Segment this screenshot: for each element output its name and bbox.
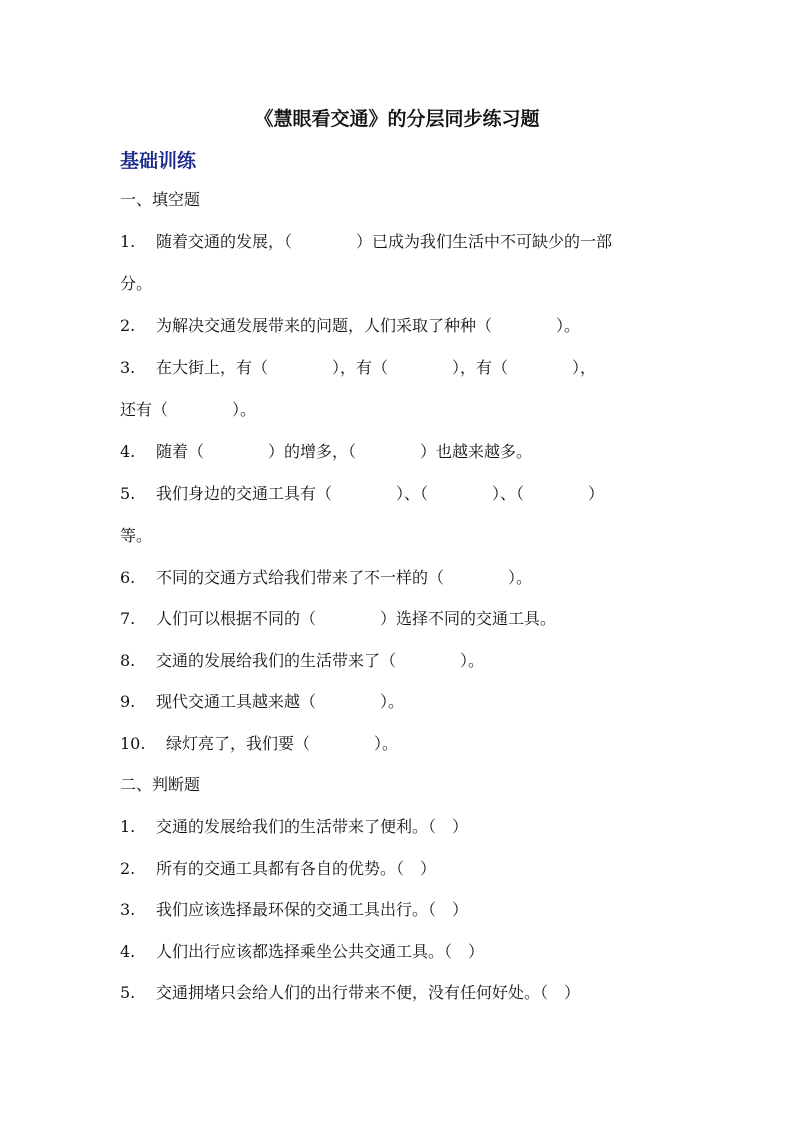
fill-blank-item-9 — [120, 690, 404, 714]
fill-blank-item-3-continued: 还有（ ）。 — [120, 400, 257, 419]
question-text: 在大街上，有（ ），有（ ），有（ ）， — [156, 358, 597, 377]
fill-blank-item-5-continued: 等。 — [120, 526, 153, 545]
fill-blank-item-6 — [120, 566, 532, 590]
question-number: 4. — [120, 442, 136, 461]
fill-blank-item-4 — [120, 440, 532, 464]
question-number: 10. — [120, 734, 146, 753]
question-number: 2. — [120, 859, 136, 878]
question-text: 绿灯亮了，我们要（ ）。 — [166, 734, 399, 753]
question-text: 交通的发展给我们的生活带来了便利。（ ） — [156, 817, 469, 836]
fill-blank-item-7 — [120, 607, 556, 631]
question-text: 不同的交通方式给我们带来了不一样的（ ）。 — [156, 568, 533, 587]
question-text: 现代交通工具越来越（ ）。 — [156, 692, 405, 711]
section-heading: 基础训练 — [120, 150, 197, 172]
question-number: 3. — [120, 358, 136, 377]
true-false-item-5 — [120, 981, 580, 1005]
question-number: 3. — [120, 900, 136, 919]
document-title: 《慧眼看交通》的分层同步练习题 — [254, 108, 540, 130]
question-number: 8. — [120, 651, 136, 670]
question-text: 随着（ ）的增多，（ ）也越来越多。 — [156, 442, 533, 461]
question-number: 5. — [120, 983, 136, 1002]
fill-blank-item-10 — [120, 732, 398, 756]
true-false-item-1 — [120, 815, 468, 839]
question-text: 为解决交通发展带来的问题，人们采取了种种（ ）。 — [156, 316, 581, 335]
question-number: 1. — [120, 817, 136, 836]
question-text: 交通拥堵只会给人们的出行带来不便，没有任何好处。（ ） — [156, 983, 581, 1002]
question-text: 我们身边的交通工具有（ ）、（ ）、（ ） — [156, 484, 605, 503]
true-false-item-2 — [120, 857, 436, 881]
question-number: 2. — [120, 316, 136, 335]
question-number: 9. — [120, 692, 136, 711]
question-number: 6. — [120, 568, 136, 587]
true-false-item-4 — [120, 940, 484, 964]
fill-blank-item-5 — [120, 482, 604, 506]
fill-blank-item-1 — [120, 230, 612, 254]
question-text: 交通的发展给我们的生活带来了（ ）。 — [156, 651, 485, 670]
fill-blank-item-3 — [120, 356, 596, 380]
question-number: 5. — [120, 484, 136, 503]
question-number: 1. — [120, 232, 136, 251]
question-number: 4. — [120, 942, 136, 961]
true-false-item-3 — [120, 898, 468, 922]
question-text: 人们可以根据不同的（ ）选择不同的交通工具。 — [156, 609, 557, 628]
question-text: 人们出行应该都选择乘坐公共交通工具。（ ） — [156, 942, 485, 961]
question-text: 随着交通的发展，（ ）已成为我们生活中不可缺少的一部 — [156, 232, 613, 251]
question-text: 我们应该选择最环保的交通工具出行。（ ） — [156, 900, 469, 919]
fill-blank-item-8 — [120, 649, 484, 673]
fill-blank-heading: 一、填空题 — [120, 190, 201, 209]
fill-blank-item-2 — [120, 314, 580, 338]
question-number: 7. — [120, 609, 136, 628]
fill-blank-item-1-continued: 分。 — [120, 274, 153, 293]
question-text: 所有的交通工具都有各自的优势。（ ） — [156, 859, 437, 878]
true-false-heading: 二、判断题 — [120, 775, 201, 794]
